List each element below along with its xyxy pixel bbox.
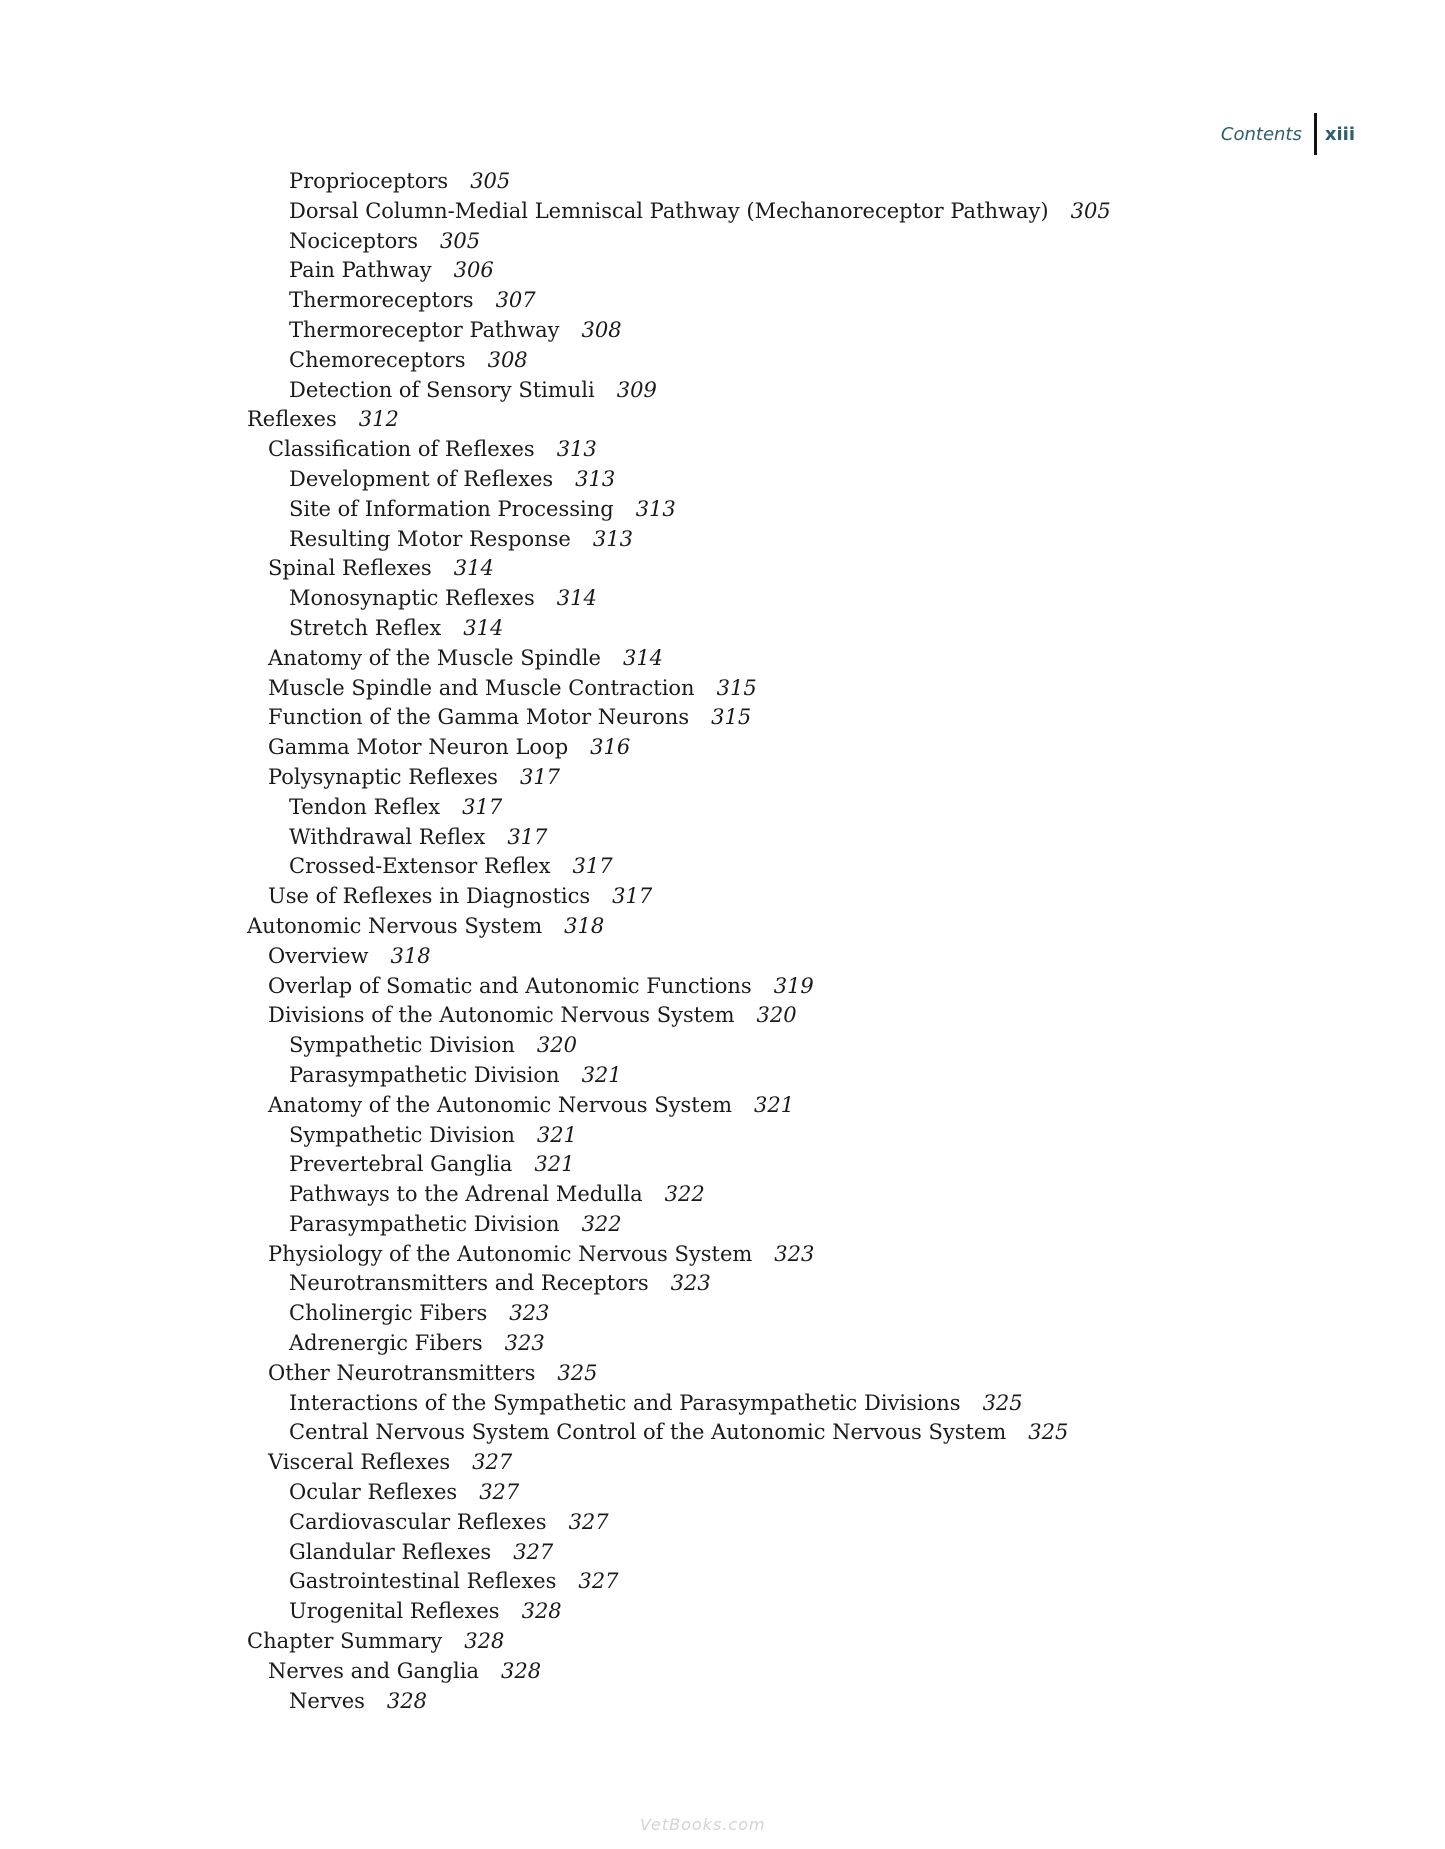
toc-entry-page: 322 (581, 1211, 622, 1236)
header-label: Contents (1220, 123, 1302, 145)
toc-entry (247, 405, 1111, 435)
toc-entry-title: Site of Information Processing (289, 496, 614, 521)
toc-entry-title: Detection of Sensory Stimuli (289, 377, 595, 402)
toc-entry-page: 325 (982, 1390, 1023, 1415)
toc-entry-page: 328 (464, 1629, 505, 1654)
toc-entry (247, 1538, 1111, 1568)
toc-entry-title: Pathways to the Adrenal Medulla (289, 1182, 643, 1207)
toc-entry (247, 793, 1111, 823)
toc-entry-page: 314 (622, 645, 664, 670)
toc-entry-page: 308 (581, 317, 622, 342)
toc-entry-title: Reflexes (247, 407, 337, 432)
toc-entry-page: 316 (590, 735, 631, 760)
toc-entry-page: 317 (507, 824, 548, 849)
toc-entry (247, 882, 1111, 912)
toc-entry-title: Central Nervous System Control of the Autonomic Nervous System (289, 1420, 1007, 1445)
toc-entry-page: 322 (664, 1182, 705, 1207)
toc-entry-page: 327 (479, 1480, 520, 1505)
toc-entry (247, 495, 1111, 525)
toc-entry-page: 327 (513, 1539, 554, 1564)
toc-entry-title: Development of Reflexes (289, 466, 554, 491)
toc-entry-title: Nerves and Ganglia (268, 1658, 479, 1683)
toc-entry-title: Function of the Gamma Motor Neurons (268, 705, 690, 730)
toc-entry-title: Cardiovascular Reflexes (289, 1509, 547, 1534)
toc-entry (247, 1299, 1111, 1329)
toc-entry (247, 1269, 1111, 1299)
toc-entry-title: Monosynaptic Reflexes (289, 586, 535, 611)
toc-entry-page: 314 (463, 615, 504, 640)
toc-entry-page: 318 (390, 943, 431, 968)
table-of-contents (247, 167, 1111, 1716)
toc-entry-title: Dorsal Column-Medial Lemniscal Pathway (Mechanoreceptor Pathway) (289, 198, 1049, 223)
toc-entry-title: Classification of Reflexes (268, 437, 535, 462)
header-divider (1314, 113, 1317, 155)
toc-entry-title: Other Neurotransmitters (268, 1360, 536, 1385)
toc-entry-page: 313 (575, 466, 616, 491)
watermark: VetBooks.com (640, 1815, 766, 1834)
toc-entry-title: Muscle Spindle and Muscle Contraction (268, 675, 695, 700)
toc-entry-title: Glandular Reflexes (289, 1539, 492, 1564)
toc-entry (247, 435, 1111, 465)
toc-entry (247, 1359, 1111, 1389)
toc-entry-page: 323 (774, 1241, 815, 1266)
toc-entry (247, 703, 1111, 733)
toc-entry-title: Use of Reflexes in Diagnostics (268, 884, 591, 909)
toc-entry-title: Cholinergic Fibers (289, 1301, 488, 1326)
toc-entry (247, 465, 1111, 495)
toc-entry (247, 1567, 1111, 1597)
toc-entry (247, 167, 1111, 197)
toc-entry-title: Gamma Motor Neuron Loop (268, 735, 569, 760)
toc-entry-title: Nerves (289, 1688, 365, 1713)
toc-entry (247, 972, 1111, 1002)
toc-entry (247, 1478, 1111, 1508)
toc-entry-page: 305 (1070, 198, 1111, 223)
toc-entry-page: 321 (534, 1152, 575, 1177)
toc-entry-page: 327 (472, 1450, 513, 1475)
toc-entry-title: Chemoreceptors (289, 347, 466, 372)
toc-entry (247, 1389, 1111, 1419)
toc-entry-page: 314 (556, 586, 597, 611)
toc-entry (247, 1448, 1111, 1478)
toc-entry-title: Chapter Summary (247, 1629, 443, 1654)
toc-entry-title: Neurotransmitters and Receptors (289, 1271, 649, 1296)
toc-entry-page: 328 (500, 1658, 542, 1683)
toc-entry-page: 317 (572, 854, 613, 879)
toc-entry-page: 328 (521, 1599, 562, 1624)
toc-entry (247, 1687, 1111, 1717)
toc-entry (247, 763, 1111, 793)
toc-entry-page: 323 (670, 1271, 711, 1296)
toc-entry-title: Overlap of Somatic and Autonomic Functions (268, 973, 752, 998)
toc-entry (247, 912, 1111, 942)
toc-entry (247, 1180, 1111, 1210)
toc-entry (247, 346, 1111, 376)
toc-entry (247, 823, 1111, 853)
toc-entry-title: Anatomy of the Autonomic Nervous System (268, 1092, 733, 1117)
toc-entry-title: Overview (268, 943, 369, 968)
toc-entry-page: 325 (1028, 1420, 1069, 1445)
toc-entry-page: 306 (453, 258, 494, 283)
toc-entry-title: Polysynaptic Reflexes (268, 764, 498, 789)
toc-entry (247, 286, 1111, 316)
toc-entry-page: 321 (536, 1122, 577, 1147)
toc-entry-title: Adrenergic Fibers (289, 1331, 483, 1356)
toc-entry (247, 227, 1111, 257)
toc-entry-title: Stretch Reflex (289, 615, 442, 640)
toc-entry-page: 308 (487, 347, 528, 372)
toc-entry (247, 1061, 1111, 1091)
toc-entry (247, 1150, 1111, 1180)
toc-entry-title: Pain Pathway (289, 258, 432, 283)
toc-entry-page: 320 (756, 1003, 797, 1028)
toc-entry-title: Proprioceptors (289, 169, 449, 193)
toc-entry-page: 305 (470, 169, 511, 193)
toc-entry-page: 327 (568, 1509, 609, 1534)
toc-entry (247, 584, 1111, 614)
toc-entry-title: Parasympathetic Division (289, 1062, 560, 1087)
toc-entry-page: 328 (386, 1688, 428, 1713)
toc-entry-page: 319 (773, 973, 814, 998)
toc-entry-page: 317 (612, 884, 653, 909)
toc-entry-title: Thermoreceptors (289, 288, 474, 313)
toc-entry-title: Thermoreceptor Pathway (289, 317, 560, 342)
toc-entry (247, 316, 1111, 346)
toc-entry-title: Anatomy of the Muscle Spindle (268, 645, 601, 670)
toc-entry (247, 525, 1111, 555)
toc-entry-page: 323 (509, 1301, 550, 1326)
toc-entry (247, 1121, 1111, 1151)
toc-entry-title: Resulting Motor Response (289, 526, 571, 551)
toc-entry (247, 942, 1111, 972)
toc-entry-title: Visceral Reflexes (268, 1450, 451, 1475)
toc-entry-title: Autonomic Nervous System (247, 913, 543, 938)
toc-entry-page: 309 (616, 377, 657, 402)
toc-entry-page: 317 (519, 764, 561, 789)
toc-entry (247, 1240, 1111, 1270)
toc-entry (247, 197, 1111, 227)
toc-entry-title: Divisions of the Autonomic Nervous System (268, 1003, 735, 1028)
toc-entry (247, 1508, 1111, 1538)
toc-entry-page: 323 (504, 1331, 545, 1356)
toc-entry-page: 320 (536, 1033, 577, 1058)
running-header (1221, 112, 1355, 156)
toc-entry-title: Sympathetic Division (289, 1122, 515, 1147)
toc-entry-page: 321 (581, 1062, 622, 1087)
toc-entry (247, 1031, 1111, 1061)
toc-entry-page: 327 (578, 1569, 619, 1594)
toc-entry-page: 313 (635, 496, 676, 521)
toc-entry-page: 315 (716, 675, 757, 700)
toc-entry (247, 554, 1111, 584)
toc-entry-page: 313 (556, 437, 597, 462)
toc-entry-title: Urogenital Reflexes (289, 1599, 500, 1624)
toc-entry (247, 1597, 1111, 1627)
toc-entry (247, 852, 1111, 882)
toc-entry-page: 321 (754, 1092, 795, 1117)
toc-entry-title: Physiology of the Autonomic Nervous System (268, 1241, 753, 1266)
toc-entry (247, 1418, 1111, 1448)
toc-entry (247, 1657, 1111, 1687)
toc-entry-page: 313 (592, 526, 633, 551)
toc-entry (247, 376, 1111, 406)
toc-entry (247, 1329, 1111, 1359)
page-number: xiii (1324, 123, 1355, 145)
toc-entry (247, 1210, 1111, 1240)
toc-entry-page: 312 (358, 407, 399, 432)
toc-entry (247, 644, 1111, 674)
toc-entry (247, 674, 1111, 704)
toc-entry-page: 307 (495, 288, 536, 313)
toc-entry-page: 318 (564, 913, 605, 938)
toc-entry-page: 315 (711, 705, 752, 730)
toc-entry-page: 314 (453, 556, 494, 581)
toc-entry-title: Prevertebral Ganglia (289, 1152, 513, 1177)
toc-entry (247, 1001, 1111, 1031)
toc-entry (247, 1091, 1111, 1121)
toc-entry (247, 1627, 1111, 1657)
toc-entry-page: 305 (440, 228, 481, 253)
toc-entry (247, 256, 1111, 286)
toc-entry-title: Interactions of the Sympathetic and Parasympathetic Divisions (289, 1390, 961, 1415)
toc-entry-title: Crossed-Extensor Reflex (289, 854, 551, 879)
toc-entry-title: Ocular Reflexes (289, 1480, 458, 1505)
toc-entry-title: Parasympathetic Division (289, 1211, 560, 1236)
toc-entry-page: 317 (462, 794, 503, 819)
toc-entry-page: 325 (557, 1360, 598, 1385)
toc-entry-title: Tendon Reflex (289, 794, 441, 819)
toc-entry (247, 614, 1111, 644)
toc-entry-title: Sympathetic Division (289, 1033, 515, 1058)
toc-entry-title: Spinal Reflexes (268, 556, 432, 581)
toc-entry-title: Gastrointestinal Reflexes (289, 1569, 557, 1594)
toc-entry-title: Withdrawal Reflex (289, 824, 486, 849)
toc-entry-title: Nociceptors (289, 228, 419, 253)
toc-entry (247, 733, 1111, 763)
